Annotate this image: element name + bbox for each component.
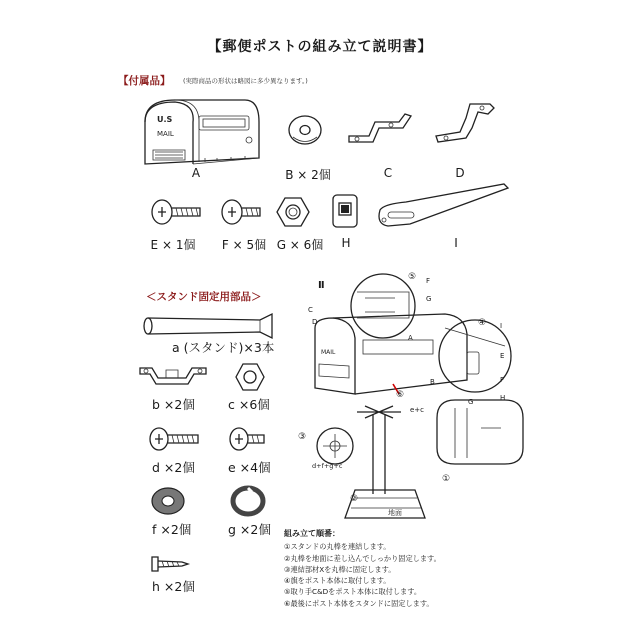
bracket-c-drawing: [345, 110, 415, 150]
callout-step5: ⑤: [408, 272, 417, 282]
page-title: 【郵便ポストの組み立て説明書】: [207, 39, 433, 55]
part-b-stand-label: b ×2個: [152, 397, 195, 412]
callout-a: A: [408, 334, 413, 342]
callout-g-top: G: [426, 295, 432, 303]
callout-f-right: F: [500, 376, 505, 384]
part-e-label: E × 1個: [150, 238, 196, 252]
mailbox-a-drawing: [135, 92, 265, 172]
callout-step1: ①: [442, 474, 451, 484]
callout-e: E: [500, 352, 505, 360]
callout-c: C: [308, 306, 313, 314]
procedure-step: ⑤取り手C&Dをポスト本体に取付します。: [284, 587, 422, 597]
procedure-step: ④旗をポスト本体に取付します。: [284, 576, 391, 586]
nut-c-drawing: [234, 362, 266, 392]
callout-f-top: F: [426, 277, 431, 285]
callout-b: B: [430, 378, 435, 386]
stand-heading: ＜スタンド固定用部品＞: [146, 291, 262, 303]
part-e-stand-label: e ×4個: [228, 460, 271, 475]
callout-step6: ⑥: [396, 390, 405, 400]
part-g-label: G × 6個: [276, 238, 324, 252]
screw-e-drawing: [150, 195, 205, 230]
svg-text:MAIL: MAIL: [321, 349, 336, 356]
assembly-diagram: [295, 268, 545, 528]
callout-g-right: G: [468, 398, 474, 406]
callout-d-f-g-c: d+f+g+c: [312, 462, 343, 470]
procedure-heading: 組み立て順番：: [284, 529, 340, 538]
procedure-step: ②丸棒を地面に差し込んでしっかり固定します。: [284, 553, 441, 563]
bolt-d-drawing: [148, 423, 203, 455]
screw-h-drawing: [148, 553, 190, 575]
svg-text:U.S: U.S: [157, 115, 173, 124]
part-h-stand-label: h ×2個: [152, 579, 195, 594]
part-h-label: H: [341, 236, 351, 250]
nut-g-drawing: [275, 195, 311, 229]
callout-e-plus-c: e+c: [410, 406, 425, 414]
bracket-d-drawing: [430, 98, 500, 153]
accessories-note: (実際商品の形状は略図に多少異なります。): [183, 77, 308, 85]
flag-i-drawing: [370, 180, 515, 235]
part-g-stand-label: g ×2個: [228, 522, 271, 537]
part-f-stand-label: f ×2個: [152, 522, 192, 537]
part-a-stand-label: a (スタンド)×3本: [172, 340, 275, 355]
accessories-heading: 【付属品】: [118, 75, 171, 87]
callout-ground: 地面: [388, 509, 402, 517]
washer-g-drawing: [228, 484, 268, 518]
part-b-label: B × 2個: [285, 168, 331, 182]
part-c-stand-label: c ×6個: [228, 397, 270, 412]
procedure-step: ③連結部材Xを丸棒に固定します。: [284, 564, 396, 574]
bracket-b-drawing: [138, 360, 208, 388]
procedure-block: [284, 528, 441, 609]
part-i-label: I: [454, 236, 458, 250]
procedure-step: ①スタンドの丸棒を連結します。: [284, 542, 391, 552]
procedure-step: ⑥最後にポスト本体をスタンドに固定します。: [284, 598, 434, 608]
washer-f-drawing: [148, 484, 188, 518]
part-d-stand-label: d ×2個: [152, 460, 195, 475]
callout-step3: ③: [298, 432, 307, 442]
part-d-label: D: [455, 166, 465, 180]
callout-h: H: [500, 394, 506, 402]
bolt-e-drawing: [228, 423, 268, 455]
callout-d: D: [312, 318, 318, 326]
part-c-label: C: [383, 166, 393, 180]
bracket-h-drawing: [330, 193, 360, 229]
part-a-label: A: [191, 166, 201, 180]
part-f-label: F × 5個: [221, 238, 267, 252]
screw-f-drawing: [220, 195, 265, 230]
callout-i: I: [500, 322, 503, 330]
callout-step4: ④: [478, 318, 487, 328]
diagram-section-label: Ⅱ: [318, 280, 325, 291]
washer-b-drawing: [285, 110, 325, 150]
callout-step2: ②: [350, 494, 359, 504]
svg-text:MAIL: MAIL: [157, 130, 174, 138]
